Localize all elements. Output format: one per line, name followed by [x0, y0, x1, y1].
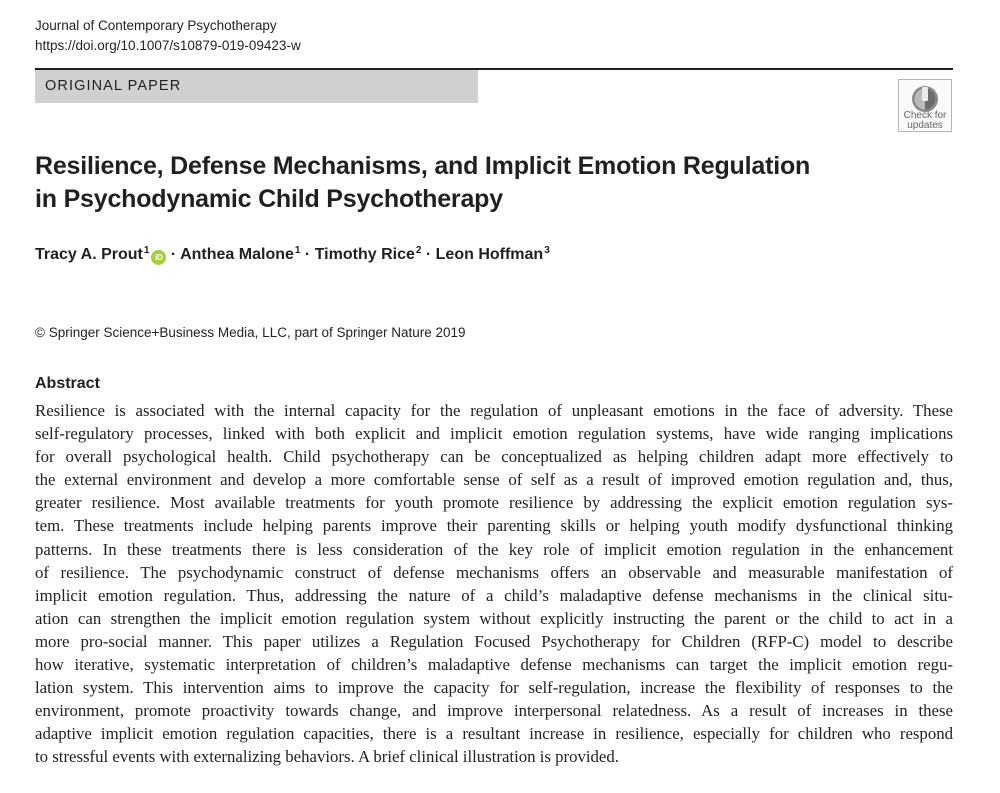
- orcid-icon[interactable]: iD: [151, 250, 166, 265]
- doi-link[interactable]: https://doi.org/10.1007/s10879-019-09423-w: [35, 38, 301, 53]
- title-line-2: in Psychodynamic Child Psychotherapy: [35, 185, 503, 213]
- journal-name: Journal of Contemporary Psychotherapy: [35, 18, 277, 33]
- abstract-line: implicit emotion regulation. Thus, addressing the nature of a child’s maladaptive defense mechanisms in the clinical situ-: [35, 585, 953, 605]
- abstract-line: ation can strengthen the implicit emotion regulation system without explicitly instructing the parent or the child to act in a: [35, 608, 953, 628]
- author-separator: ·: [425, 246, 432, 263]
- affiliation-marker: 3: [544, 245, 550, 256]
- author-name[interactable]: Tracy A. Prout: [35, 246, 143, 263]
- author-separator: ·: [304, 246, 311, 263]
- abstract-line: self-regulatory processes, linked with both explicit and implicit emotion regulation systems, have wide ranging implications: [35, 424, 953, 444]
- author-name[interactable]: Leon Hoffman: [435, 246, 544, 263]
- abstract-line: how iterative, systematic interpretation of children’s maladaptive defense mechanisms can target the implicit emotion regu-: [35, 655, 953, 675]
- abstract-line: for overall psychological health. Child psychotherapy can be conceptualized as helping children adapt more effectively to: [35, 447, 953, 467]
- copyright-notice: © Springer Science+Business Media, LLC, part of Springer Nature 2019: [35, 325, 466, 340]
- abstract-line: lation system. This intervention aims to improve the capacity for self-regulation, increase the flexibility of responses to the: [35, 678, 953, 698]
- author-name[interactable]: Timothy Rice: [314, 246, 415, 263]
- title-line-1: Resilience, Defense Mechanisms, and Implicit Emotion Regulation: [35, 152, 811, 180]
- abstract-heading: Abstract: [35, 375, 100, 392]
- abstract-line: greater resilience. Most available treatments for youth promote resilience by addressing the explicit emotion regulation sys-: [35, 493, 953, 513]
- author-list: [35, 246, 550, 265]
- article-type-banner: [35, 70, 478, 103]
- abstract-line: environment, promote proactivity towards change, and improve interpersonal relatedness. As a result of increases in these: [35, 701, 953, 721]
- abstract-line: adaptive implicit emotion regulation capacities, there is a resultant increase in resilience, especially for children who respond: [35, 724, 953, 744]
- abstract-line: Resilience is associated with the internal capacity for the regulation of unpleasant emotions in the face of adversity. These: [35, 401, 953, 420]
- article-type-label: ORIGINAL PAPER: [45, 78, 182, 94]
- abstract-line: of resilience. The psychodynamic construct of defense mechanisms offers an observable and measurable manifestation of: [35, 562, 953, 582]
- abstract-line: the external environment and develop a more comfortable sense of self as a result of improved emotion regulation and, thus,: [35, 470, 953, 490]
- affiliation-marker: 1: [143, 245, 150, 256]
- abstract-line: more pro-social manner. This paper utilizes a Regulation Focused Psychotherapy for Children (RFP-C) model to describe: [35, 631, 953, 651]
- abstract-line: to stressful events with externalizing behaviors. A brief clinical illustration is provided.: [35, 747, 619, 767]
- affiliation-marker: 2: [415, 245, 422, 256]
- journal-header: [35, 16, 301, 56]
- paper-title: [35, 150, 895, 216]
- abstract-line: patterns. In these treatments there is less consideration of the key role of implicit emotion regulation in the enhancement: [35, 539, 953, 559]
- check-for-updates-button[interactable]: [898, 79, 952, 132]
- author-separator: ·: [170, 246, 177, 263]
- check-for-updates-label: Check for updates: [903, 110, 947, 131]
- abstract-text: [35, 399, 953, 769]
- affiliation-marker: 1: [294, 245, 301, 256]
- author-name[interactable]: Anthea Malone: [180, 246, 294, 263]
- abstract-line: tem. These treatments include helping parents improve their parenting skills or helping youth modify dysfunctional thinking: [35, 516, 953, 536]
